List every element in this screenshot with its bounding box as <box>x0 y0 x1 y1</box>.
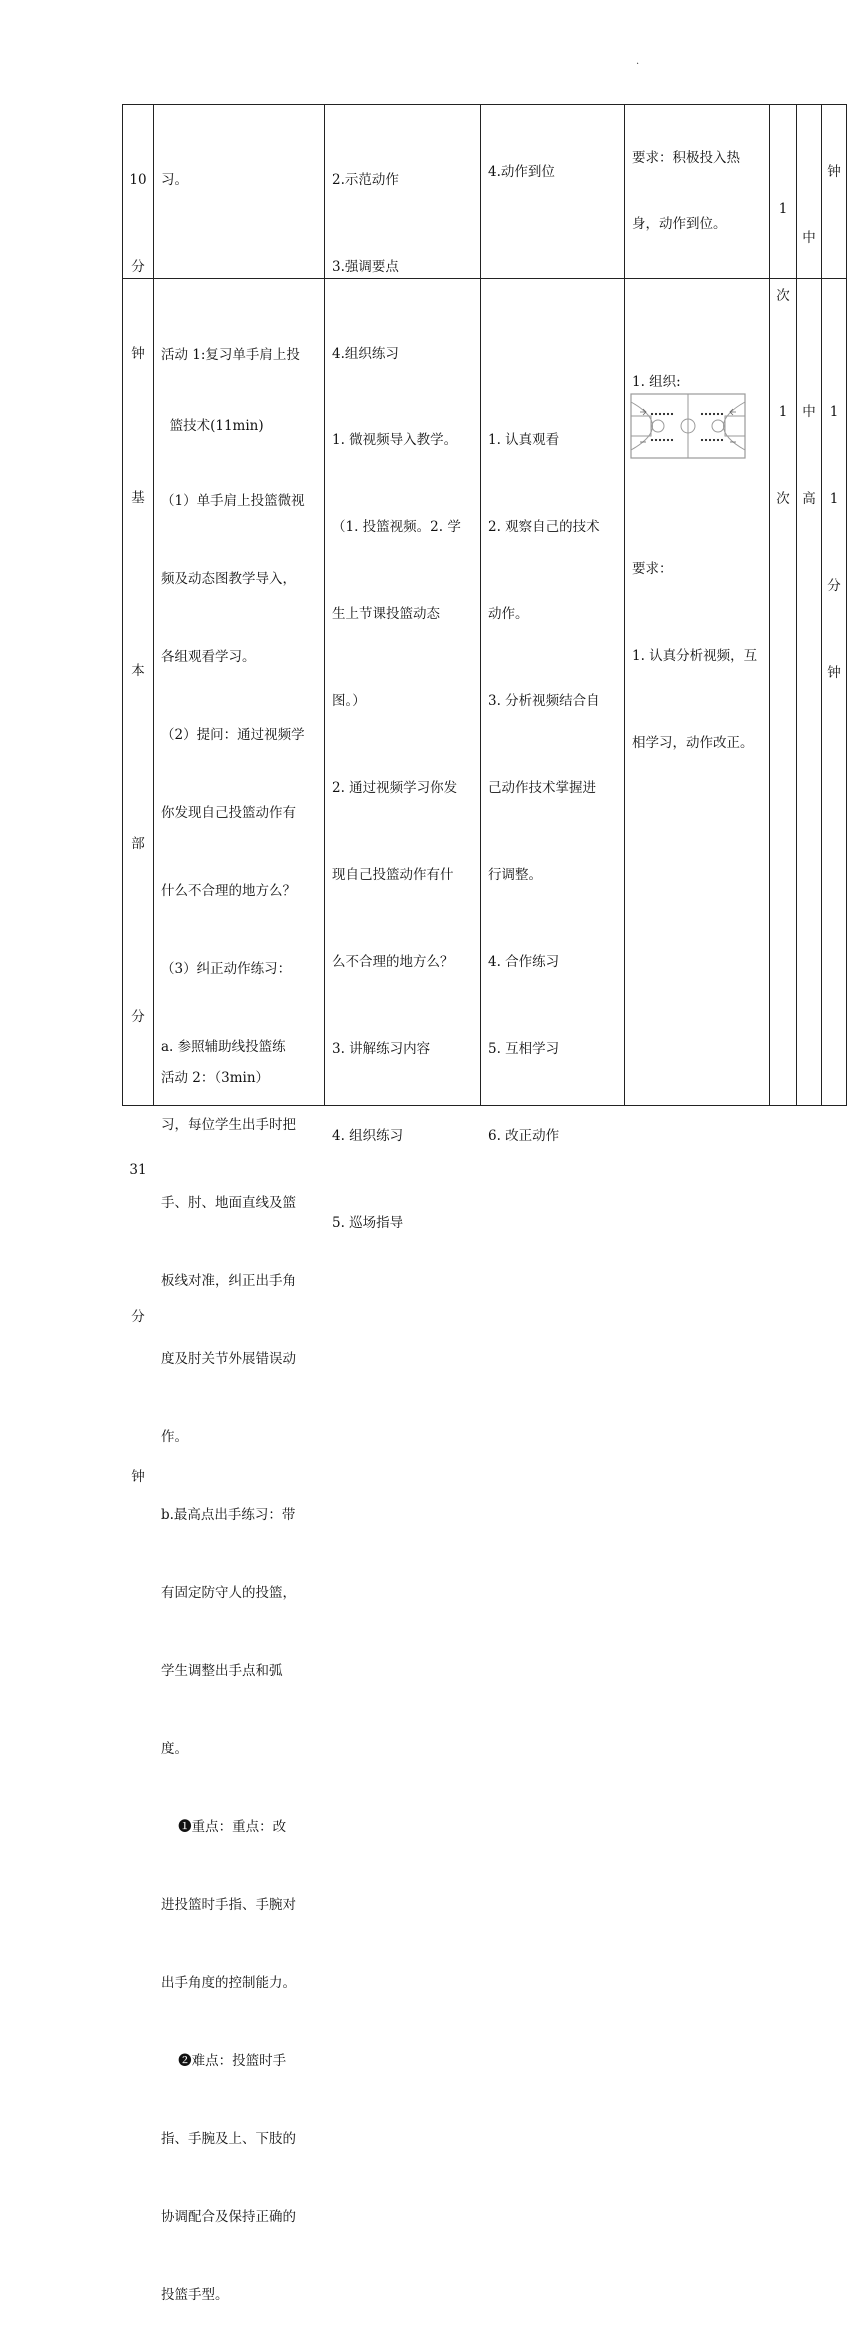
teacher-line: 么不合理的地方么？ <box>332 954 454 970</box>
section-line: 31 <box>129 1162 147 1178</box>
student-line: 4.动作到位 <box>488 164 555 180</box>
row2-section-cell <box>123 426 153 1521</box>
duration-line: 1 <box>829 404 839 420</box>
intensity-line: 中 <box>802 404 816 420</box>
col-border <box>624 104 625 1106</box>
row2-content-cell <box>161 294 321 2334</box>
duration-line: 钟 <box>827 164 841 180</box>
row2-org-requirements <box>632 497 769 787</box>
row2-activity2: 活动 2：（3min） <box>161 1070 270 1086</box>
col-border <box>846 104 847 1106</box>
row2-student-cell <box>488 368 622 1180</box>
content-line: 你发现自己投篮动作有 <box>161 805 296 821</box>
row1-duration-cell <box>822 100 846 216</box>
student-line: 5. 互相学习 <box>488 1041 560 1057</box>
content-line: 投篮手型。 <box>161 2287 229 2303</box>
teacher-line: 4. 组织练习 <box>332 1128 404 1144</box>
teacher-line: 1. 微视频导入教学。 <box>332 432 458 448</box>
time-line: 10 <box>129 172 147 188</box>
col-border <box>153 104 154 1106</box>
content-line: 学生调整出手点和弧 <box>161 1663 283 1679</box>
row1-time-cell <box>123 108 153 398</box>
row1-teacher-cell <box>332 108 477 398</box>
content-line: 频及动态图教学导入， <box>161 571 296 587</box>
section-line: 部 <box>131 836 145 852</box>
teacher-line: 图。） <box>332 693 366 709</box>
content-line: 指、手腕及上、下肢的 <box>161 2131 296 2147</box>
content-line: 出手角度的控制能力。 <box>161 1975 296 1991</box>
header-mark: . <box>636 56 640 67</box>
content-line: 习。 <box>161 172 188 188</box>
intensity-line: 高 <box>802 491 816 507</box>
content-line: 作。 <box>161 1429 188 1445</box>
student-line: 4. 合作练习 <box>488 954 560 970</box>
student-line: 2. 观察自己的技术 <box>488 519 600 535</box>
times-line: 1 <box>778 201 788 217</box>
row1-times-cell <box>770 137 796 340</box>
student-line: 行调整。 <box>488 867 542 883</box>
teacher-line: 2. 通过视频学习你发 <box>332 780 458 796</box>
content-line: 度。 <box>161 1741 188 1757</box>
teacher-line: 2.示范动作 <box>332 172 399 188</box>
row1-content-cell <box>161 108 319 224</box>
basketball-court-diagram <box>630 392 746 460</box>
duration-line: 1 <box>829 491 839 507</box>
section-line: 基 <box>131 490 145 506</box>
content-line: 度及肘关节外展错误动 <box>161 1351 296 1367</box>
teacher-line: 现自己投篮动作有什 <box>332 867 454 883</box>
intensity-line: 中 <box>802 230 816 246</box>
row2-times-cell <box>770 340 796 543</box>
col-border <box>480 104 481 1106</box>
org-line: 身，动作到位。 <box>632 216 727 232</box>
times-line: 次 <box>776 491 790 507</box>
teacher-line: 3.强调要点 <box>332 259 399 275</box>
section-line: 本 <box>131 663 145 679</box>
content-line: 进投篮时手指、手腕对 <box>161 1897 296 1913</box>
content-line: （2）提问：通过视频学 <box>161 727 305 743</box>
teacher-line: 5. 巡场指导 <box>332 1215 404 1231</box>
row1-student-cell <box>488 100 621 216</box>
section-line: 钟 <box>131 1469 145 1485</box>
row1-intensity-cell <box>797 166 821 282</box>
content-line: 各组观看学习。 <box>161 649 256 665</box>
content-line: 板线对准，纠正出手角 <box>161 1273 296 1289</box>
teacher-line: 4.组织练习 <box>332 346 399 362</box>
content-line: b.最高点出手练习：带 <box>161 1507 296 1523</box>
student-line: 1. 认真观看 <box>488 432 560 448</box>
times-line: 次 <box>776 288 790 304</box>
row-divider <box>122 278 846 279</box>
content-line: ❷难点：投篮时手 <box>161 2053 287 2069</box>
student-line: 3. 分析视频结合自 <box>488 693 600 709</box>
content-line: 活动 1:复习单手肩上投 <box>161 347 300 363</box>
content-line: 手、肘、地面直线及篮 <box>161 1195 296 1211</box>
content-line: ❶重点：重点：改 <box>161 1819 287 1835</box>
teacher-line: 3. 讲解练习内容 <box>332 1041 431 1057</box>
duration-line: 钟 <box>827 665 841 681</box>
org-line: 相学习，动作改正。 <box>632 735 754 751</box>
row2-intensity-cell <box>797 340 821 543</box>
org-line: 要求： <box>632 561 673 577</box>
student-line: 己动作技术掌握进 <box>488 780 596 796</box>
teacher-line: 生上节课投篮动态 <box>332 606 440 622</box>
teacher-line: （1. 投篮视频。2. 学 <box>332 519 461 535</box>
col-border <box>324 104 325 1106</box>
content-line: a. 参照辅助线投篮练 <box>161 1039 286 1055</box>
time-line: 分 <box>131 259 145 275</box>
duration-line: 分 <box>827 578 841 594</box>
content-line: 篮技术(11min) <box>161 418 264 434</box>
content-line: 什么不合理的地方么？ <box>161 883 296 899</box>
row1-org-cell <box>632 103 767 257</box>
section-line: 分 <box>131 1009 145 1025</box>
org-line: 1. 认真分析视频，互 <box>632 648 758 664</box>
row2-teacher-cell <box>332 368 478 1267</box>
student-line: 动作。 <box>488 606 529 622</box>
content-line: 习，每位学生出手时把 <box>161 1117 296 1133</box>
section-line: 分 <box>131 1309 145 1325</box>
times-line: 1 <box>778 404 788 420</box>
org-line: 要求：积极投入热 <box>632 150 740 166</box>
content-line: 协调配合及保持正确的 <box>161 2209 296 2225</box>
content-line: （1）单手肩上投篮微视 <box>161 493 305 509</box>
content-line: 有固定防守人的投篮， <box>161 1585 296 1601</box>
student-line: 6. 改正动作 <box>488 1128 560 1144</box>
time-line: 钟 <box>131 346 145 362</box>
content-line: （3）纠正动作练习： <box>161 961 292 977</box>
row2-duration-cell <box>822 340 846 717</box>
row2-org-label: 1. 组织: <box>632 374 681 390</box>
